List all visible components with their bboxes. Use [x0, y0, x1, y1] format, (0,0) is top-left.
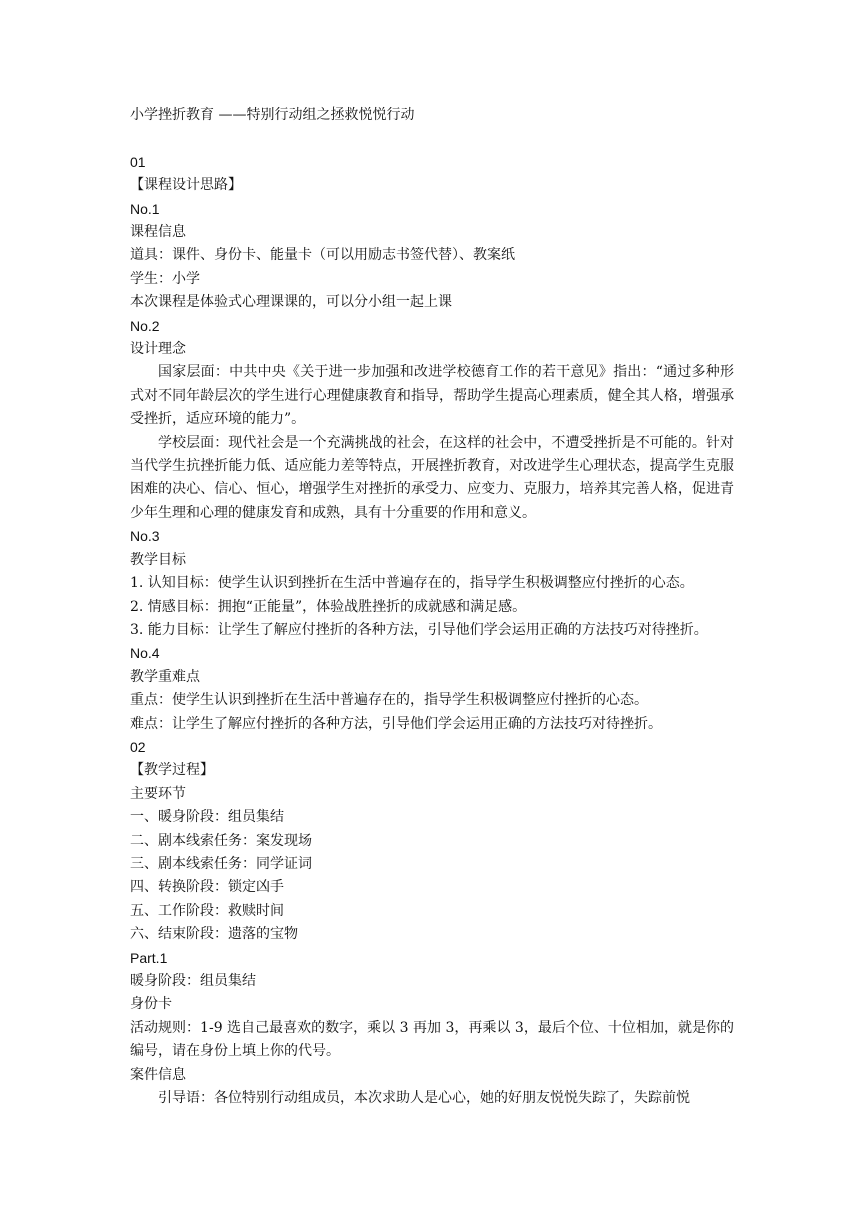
section-number: 02 [130, 738, 146, 755]
step-item: 五、工作阶段：救赎时间 [130, 902, 284, 919]
step-item: 六、结束阶段：遗落的宝物 [130, 926, 298, 943]
national-paragraph: 国家层面：中共中央《关于进一步加强和改进学校德育工作的若干意见》指出：“通过多种形式对不同年龄层次的学生进行心理健康教育和指导，帮助学生提高心理素质，健全其人格，增强承受挫折，适应环境的能力”。 [130, 364, 734, 428]
goal-item: 1. 认知目标：使学生认识到挫折在生活中普遍存在的，指导学生积极调整应付挫折的心态。 [130, 575, 694, 592]
goal-item: 2. 情感目标：拥抱“正能量”，体验战胜挫折的成就感和满足感。 [130, 598, 527, 615]
blank-line [130, 127, 734, 150]
key-point-line: 重点：使学生认识到挫折在生活中普遍存在的，指导学生积极调整应付挫折的心态。 [130, 692, 648, 709]
subsection-number: No.4 [130, 645, 160, 662]
goal-item: 3. 能力目标：让学生了解应付挫折的各种方法，引导他们学会运用正确的方法技巧对待挫折。 [130, 621, 708, 638]
section-heading: 【课程设计思路】 [130, 177, 242, 194]
school-paragraph: 学校层面：现代社会是一个充满挑战的社会，在这样的社会中，不遭受挫折是不可能的。针对当代学生抗挫折能力低、适应能力差等特点，开展挫折教育，对改进学生心理状态，提高学生克服困难的决心、信心、恒心，增强学生对挫折的承受力、应变力、克服力，培养其完善人格，促进青少年生理和心理的健康发育和成熟，具有十分重要的作用和意义。 [130, 434, 734, 521]
part-title: 暖身阶段：组员集结 [130, 973, 256, 990]
subsection-number: No.2 [130, 317, 160, 334]
props-line: 道具：课件、身份卡、能量卡（可以用励志书签代替）、教案纸 [130, 247, 515, 264]
id-card-heading: 身份卡 [130, 996, 172, 1013]
intro-paragraph: 引导语：各位特别行动组成员，本次求助人是心心，她的好朋友悦悦失踪了，失踪前悦 [158, 1090, 690, 1107]
document-body [130, 104, 734, 1110]
document-title: 小学挫折教育 ——特别行动组之拯救悦悦行动 [130, 107, 415, 123]
activity-rule: 活动规则：1-9 选自己最喜欢的数字，乘以 3 再加 3，再乘以 3，最后个位、十位相加，就是你的编号，请在身份上填上你的代号。 [130, 1019, 734, 1060]
subsection-title: 课程信息 [130, 224, 186, 241]
subsection-title: 教学重难点 [130, 668, 200, 685]
subsection-title: 主要环节 [130, 785, 186, 802]
part-number: Part.1 [130, 949, 168, 966]
subsection-number: No.1 [130, 200, 160, 217]
step-item: 一、暖身阶段：组员集结 [130, 809, 284, 826]
subsection-title: 设计理念 [130, 341, 186, 358]
subsection-number: No.3 [130, 528, 160, 545]
difficulty-line: 难点：让学生了解应付挫折的各种方法，引导他们学会运用正确的方法技巧对待挫折。 [130, 715, 662, 732]
students-line: 学生：小学 [130, 270, 200, 287]
course-note: 本次课程是体验式心理课课的，可以分小组一起上课 [130, 294, 452, 311]
section-heading: 【教学过程】 [130, 762, 214, 779]
subsection-title: 教学目标 [130, 551, 186, 568]
step-item: 二、剧本线索任务：案发现场 [130, 832, 312, 849]
step-item: 三、剧本线索任务：同学证词 [130, 855, 312, 872]
section-number: 01 [130, 153, 146, 170]
case-info-heading: 案件信息 [130, 1066, 186, 1083]
step-item: 四、转换阶段：锁定凶手 [130, 879, 284, 896]
